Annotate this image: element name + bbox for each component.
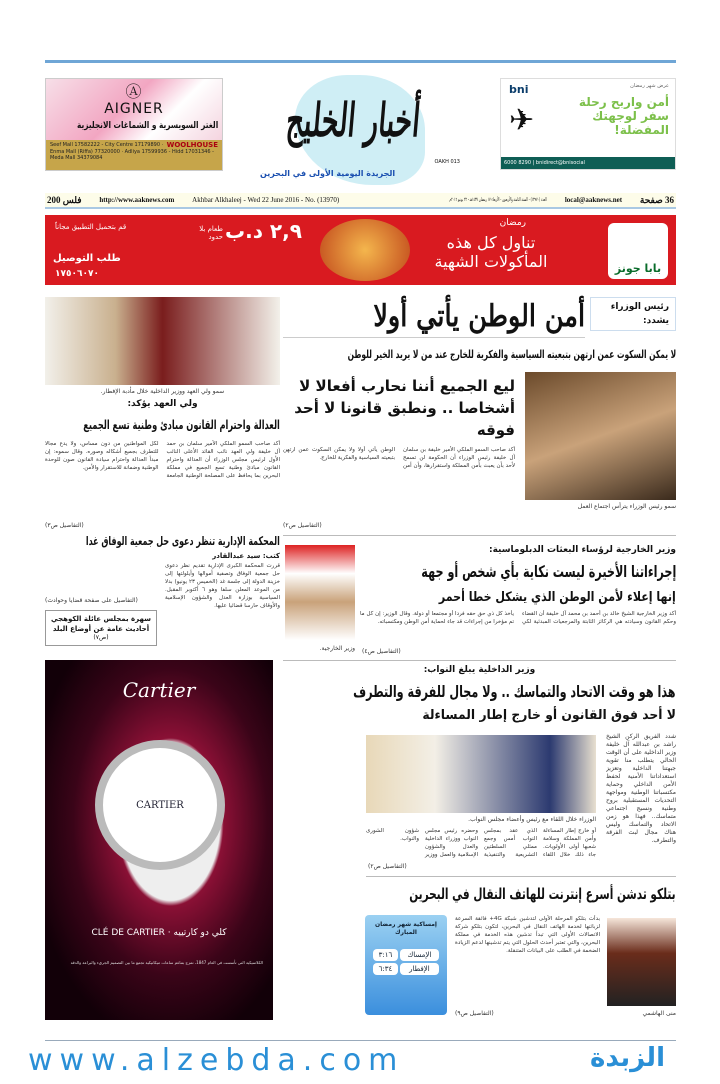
page-count: 36 صفحة [639,194,674,205]
interior-photo [366,735,596,813]
papa-johns-ad[interactable] [45,215,676,285]
cartier-collection: CLÉ DE CARTIER · كلي دو كارتييه [91,928,227,938]
delivery-label: طلب التوصيل [53,253,121,264]
foreign-body: أكد وزير الخارجية الشيخ خالد بن أحمد بن محمد آل خليفة أن القضاء وحكم القانون وسيادته هي الركائز الثابتة والمرجعيات المبدئية لكي يأخذ كل ذي حق حقه فردا أو مجتمعا أو دولة. وقال الوزير: إن كل ما تم مؤخرا من إجراءات قد جاء لحماية أمن الوطن ومكتسباته. [360,611,676,625]
batelco-headline[interactable]: بتلكو تدشن أسرع إنترنت للهاتف النقال في البحرين [409,885,676,903]
kohaji-line-1: سهرة بمجلس عائلة الكوهجي [50,615,152,623]
ramadan-title: إمساكية شهر رمضان المبارك [375,921,437,936]
lead-photo [525,372,676,500]
issue-english: Akhbar Alkhaleej - Wed 22 June 2016 - No. (13970) [192,196,340,204]
app-download-label: قم بتحميل التطبيق مجاناً [55,223,127,231]
batelco-photo [607,918,676,1006]
masthead-code: OAKH 013 [434,159,460,165]
table-row: الإفطار ٦:٣٤ [373,963,439,975]
masthead-title: أخبار الخليج [284,93,423,147]
bni-offer: عرض شهر رمضان [630,83,669,89]
price: 200 فلس [47,194,82,205]
table-row: الإمساك ٣:١٦ [373,949,439,961]
kohaji-line-2: أحاديث عامة عن أوضاع البلد [52,625,150,633]
interior-more[interactable]: (التفاصيل ص٢) [368,863,407,870]
pizza-price-label: طعام بلا حدود [199,225,223,241]
court-byline: كتب: سيد عبدالقادر [212,552,280,560]
pizza-image [320,219,410,281]
crown-prince-photo [45,297,280,385]
foreign-headline[interactable]: إجراءاتنا الأخيرة ليست نكاية بأي شخص أو جهة [420,562,676,581]
foreign-photo-caption: وزير الخارجية. [319,645,355,652]
website-link[interactable]: http://www.aaknews.com [99,196,175,204]
batelco-body: بدأت بتلكو المرحلة الأولى لتدشين شبكة 4G+ فائقة السرعة لزبائنها لخدمة الهاتف النقال في البحرين، لتكون بتلكو شركة الاتصالات الأولى التي تبدأ تدشين هذه الخدمة في مملكة البحرين، والتي تعتبر أحدث الحلول التي يتم تدشينها لدعم الزيادة الضخمة في الطلب على البيانات المتنقلة. [455,916,600,954]
delivery-number: ١٧٥٠٦٠٧٠ [55,269,99,279]
watermark-url: www.alzebda.com [28,1043,405,1078]
aigner-ad-strip: WOOLHOUSE Seef Mall 17582222 - City Centre 17179890 · Enma Mall (Riffa) 77320000 · Adliya 17599936 - Hidd 17031346 - Meda Mall 34379084 [46,140,222,170]
lead-kicker: رئيس الوزراء يشدد: [590,297,676,331]
divider [366,876,676,877]
crown-prince-body: أكد صاحب السمو الملكي الأمير سلمان بن حمد آل خليفة ولي العهد نائب القائد الأعلى النائب الأول لرئيس مجلس الوزراء أن العدالة واحترام القانون مبادئ وطنية تسع الجميع في مملكة البحرين بما يحافظ على المصلحة الوطنية الجامعة لكل المواطنين من دون مساس، ولا يدع مجالا للتطرف بجميع أشكاله وصوره. وقال سموه: إن مبدأ العدالة واحترام سيادة القانون صون للوحدة الوطنية وضمانة للاستقرار والأمن. [45,441,280,479]
bni-headline: أمن واربح رحلة سفر لوجهتك المفضلة! [578,95,669,137]
crown-prince-headline[interactable]: العدالة واحترام القانون مبادئ وطنية تسع الجميع [83,417,280,432]
interior-subheadline: لا أحد فوق القانون أو خارج إطار المساءلة [422,708,676,723]
foreign-subheadline: إنها إعلاء لأمن الوطن الذي يشكل خطا أحمر [439,590,676,605]
aigner-ad-text: الغتر السويسرية و الشماغات الانجليزية [76,121,218,131]
aigner-logo: Ⓐ AIGNER [104,82,164,117]
ramadan-timings [365,915,447,1015]
interior-body: أو خارج إطار المساءلة وأمن المملكة وسلامة شعبها أولى الأولويات. جاء ذلك خلال اللقاء الذي عقد بمجلس النواب أمس وجمع ممثلي السلطتين التشريعية والتنفيذية وحضره رئيس مجلس النواب ووزراء الداخلية والعدل والشؤون الإسلامية والعمل ووزير شؤون الشورى والنواب. [366,828,596,858]
divider [283,535,676,536]
foreign-kicker: وزير الخارجية لرؤساء البعثات الدبلوماسية: [488,545,676,555]
watch-image: CARTIER [95,740,225,870]
interior-headline[interactable]: هذا هو وقت الاتحاد والتماسك .. ولا مجال للفرقة والتطرف [353,682,676,701]
top-rule [45,60,676,63]
bni-contact: 6000 8290 | bnidirect@bnisocial [501,157,675,169]
lead-subheadline: لا يمكن السكوت عمن ارتهن بتبعيته السياسية والفكرية للخارج عند من لا يريد الخير للوطن [347,348,676,361]
lead-more[interactable]: (التفاصيل ص٢) [283,522,322,529]
issue-arabic: العدد (١٣٩٧٠) - السنة الثامنة والأربعون - الأربعاء ١٧ رمضان ١٤٣٧هـ - ٢٢ يونيو ٢٠١٦م [449,197,548,203]
watermark-logo: الزبدة [590,1043,665,1073]
papa-johns-logo: بابا جونز [608,223,668,279]
batelco-more[interactable]: (التفاصيل ص٩) [455,1010,494,1017]
interior-kicker: وزير الداخلية يبلغ النواب: [423,665,536,675]
cartier-fine-print: الكلاسيكية التي تأسست في العام 1847، تمزج بتناغم ساعات ميكانيكية تجمع ما بين التصميم الجريء والبراعة والدقة [70,960,263,965]
interior-side-body: شدد الفريق الركن الشيخ راشد بن عبدالله آل خليفة وزير الداخلية على أن الوقت الحالي يتطلب منا تقوية جبهتنا الداخلية وتعزيز استعداداتنا الأمنية لحفظ الأمن الداخلي وحماية مكتسباتنا الوطنية ومواجهة التحديات المستقبلية بروح وطنية ونسيج اجتماعي متماسك.. فهذا هو زمن الاتحاد والتماسك وليس هناك مجال لبث الفرقة والتطرف. [606,733,676,844]
bni-logo: bni [509,83,529,96]
court-headline[interactable]: المحكمة الإدارية تنظر دعوى حل جمعية الوفاق غدا [86,534,280,548]
lead-photo-caption: سمو رئيس الوزراء يترأس اجتماع العمل [577,503,676,510]
kohaji-box[interactable] [45,610,157,646]
masthead [255,75,465,185]
interior-photo-caption: الوزراء خلال اللقاء مع رئيس وأعضاء مجلس النواب. [468,816,596,823]
batelco-photo-caption: منى الهاشمي [642,1010,676,1017]
info-bar [45,193,676,209]
pizza-headline: تناول كل هذه المأكولات الشهية [434,233,548,271]
court-body: قررت المحكمة الكبرى الإدارية تقديم نظر دعوى حل جمعية الوفاق وتصفية أموالها وأيلولتها إلى خزينة الدولة إلى جلسة غد (الخميس ٢٣ يونيو) بدلا من الموعد المعلن سلفا وهو ٦ أكتوبر المقبل. السياسية بوزارة العدل والشؤون الإسلامية والأوقاف حارسا قضائيا عليها. [165,563,280,609]
crown-prince-caption: سمو ولي العهد ووزير الداخلية خلال مأدبة الإفطار. [100,388,225,395]
divider [283,660,676,661]
ramadan-table [371,947,441,977]
kohaji-more: (ص٧) [93,634,109,641]
aigner-ad[interactable] [45,78,223,171]
email-link[interactable]: local@aaknews.net [564,196,623,204]
foreign-minister-photo [285,545,355,640]
crown-prince-kicker: ولي العهد يؤكد: [127,399,198,409]
cartier-logo: Cartier [122,678,196,702]
foreign-more[interactable]: (التفاصيل ص٤) [362,648,401,655]
court-more[interactable]: (التفاصيل على صفحة قضايا وحوادث) [45,597,138,604]
lead-headline[interactable]: أمن الوطن يأتي أولا [283,297,585,338]
masthead-tagline: الجريدة اليومية الأولى في البحرين [260,169,396,178]
crown-prince-more[interactable]: (التفاصيل ص٣) [45,522,84,529]
pizza-season: رمضان [499,218,526,228]
bni-ad[interactable] [500,78,676,170]
lead-headline-2[interactable]: ليع الجميع أننا نحارب أفعالا لا أشخاصا .. ونطبق قانونا لا أحد فوقه [294,377,515,439]
cartier-ad[interactable] [45,660,273,1020]
pizza-price: ٢,٩ د.ب [225,219,302,243]
footer-rule [45,1040,676,1041]
airplane-icon: ✈ [509,103,535,138]
lead-body: أكد صاحب السمو الملكي الأمير خليفة بن سلمان آل خليفة رئيس الوزراء أن الحكومة لن تسمح لأحد بأن يعبث بأمن المملكة واستقرارها، وأن أمن الوطن يأتي أولا ولا يمكن السكوت عمن ارتهن بتبعيته السياسية والفكرية للخارج. [283,447,515,469]
